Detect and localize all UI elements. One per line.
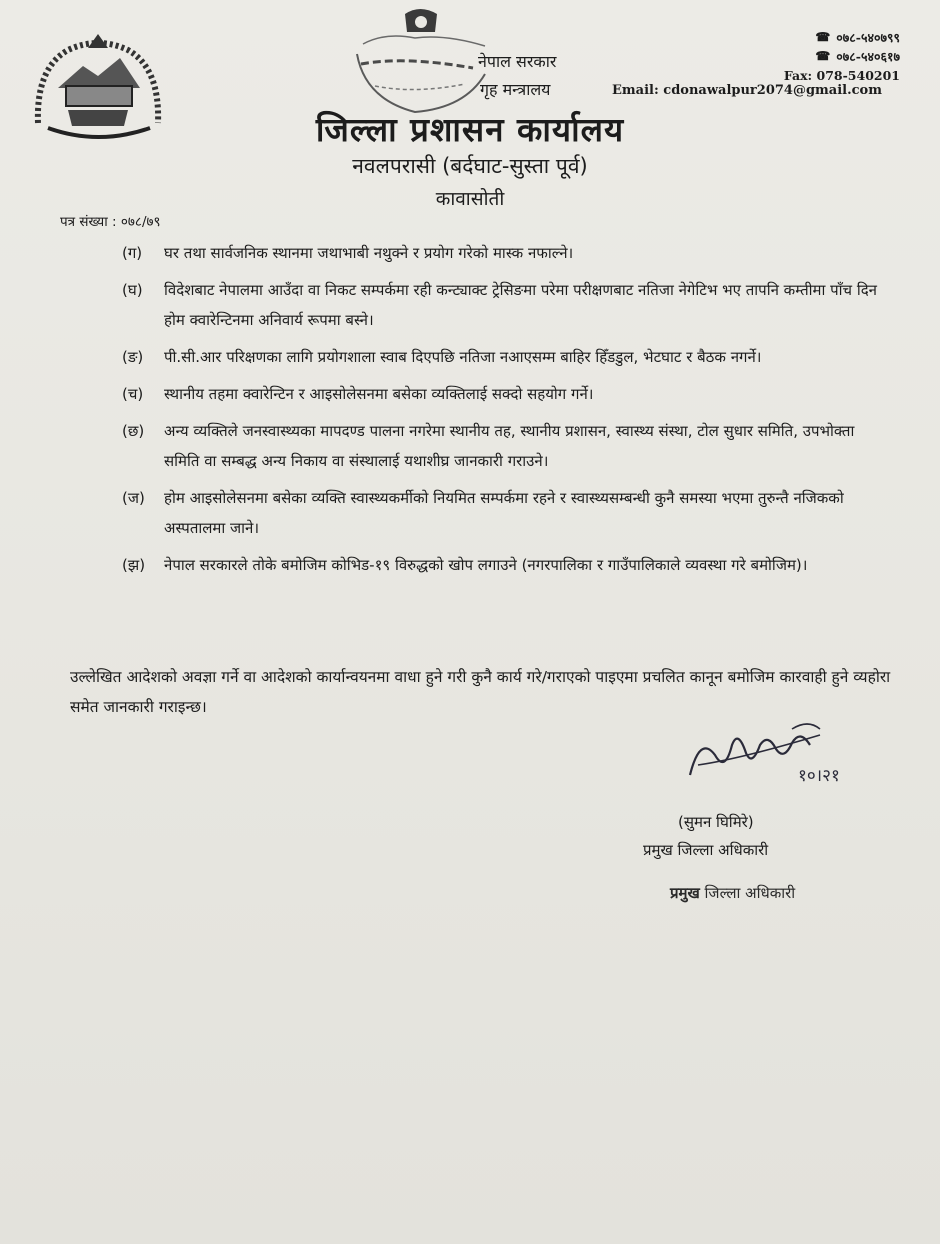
- closing-paragraph: उल्लेखित आदेशको अवज्ञा गर्ने वा आदेशको कार्यान्वयनमा वाधा हुने गरी कुनै कार्य गरे/गराएको पाइएमा प्रचलित कानून बमोजिम कारवाही हुने व्यहोरा समेत जानकारी गराइन्छ।: [70, 668, 891, 716]
- list-item: [122, 342, 882, 372]
- item-text: होम आइसोलेसनमा बसेका व्यक्ति स्वास्थ्यकर्मीको नियमित सम्पर्कमा रहने र स्वास्थ्यसम्बन्धी कुनै समस्या भएमा तुरुन्तै नजिकको अस्पतालमा जाने।: [164, 489, 844, 537]
- signatory-title: प्रमुख जिल्ला अधिकारी: [643, 841, 769, 859]
- phone-icon: ☎: [815, 49, 831, 63]
- item-marker: (ग): [122, 244, 143, 262]
- signature-date: १०।२१: [798, 766, 840, 786]
- office-title: जिल्ला प्रशासन कार्यालय: [315, 110, 625, 149]
- signatory-name: (सुमन घिमिरे): [678, 813, 754, 831]
- phone-1: ०७८-५४०७९९: [836, 30, 900, 45]
- fax-number: Fax: 078-540201: [783, 68, 900, 83]
- stamp-text: जिल्ला अधिकारी: [699, 884, 796, 902]
- list-item: [122, 550, 882, 580]
- government-name: नेपाल सरकार: [478, 52, 557, 71]
- item-text: पी.सी.आर परिक्षणका लागि प्रयोगशाला स्वाब दिएपछि नतिजा नआएसम्म बाहिर हिँडडुल, भेटघाट र बैठक नगर्ने।: [164, 348, 762, 366]
- list-item: [122, 483, 882, 543]
- item-marker: (छ): [122, 422, 145, 440]
- contact-block: [784, 28, 900, 85]
- item-text: अन्य व्यक्तिले जनस्वास्थ्यका मापदण्ड पालना नगरेमा स्थानीय तह, स्थानीय प्रशासन, स्वास्थ्य संस्था, टोल सुधार समिति, उपभोक्ता समिति वा सम्बद्ध अन्य निकाय वा संस्थालाई यथाशीघ्र जानकारी गराउने।: [164, 422, 855, 470]
- handwritten-signature: [680, 715, 870, 795]
- list-item: [122, 238, 882, 268]
- item-text: विदेशबाट नेपालमा आउँदा वा निकट सम्पर्कमा रही कन्ट्याक्ट ट्रेसिङमा परेमा परीक्षणबाट नतिजा नेगेटिभ भए तापनि कम्तीमा पाँच दिन होम क्वारेन्टिनमा अनिवार्य रूपमा बस्ने।: [164, 281, 877, 329]
- item-marker: (घ): [122, 281, 143, 299]
- list-item: [122, 416, 882, 476]
- item-text: घर तथा सार्वजनिक स्थानमा जथाभाबी नथुक्ने र प्रयोग गरेको मास्क नफाल्ने।: [164, 244, 574, 262]
- stamp-prefix: प्रमुख: [670, 884, 700, 902]
- designation-stamp: [670, 883, 795, 903]
- reference-number: पत्र संख्या : ०७८/७९: [60, 214, 161, 230]
- item-text: स्थानीय तहमा क्वारेन्टिन र आइसोलेसनमा बसेका व्यक्तिलाई सक्दो सहयोग गर्ने।: [164, 385, 594, 403]
- phone-icon: ☎: [815, 30, 831, 44]
- email-address: Email: cdonawalpur2074@gmail.com: [612, 83, 882, 98]
- district-name: नवलपरासी (बर्दघाट-सुस्ता पूर्व): [352, 154, 588, 178]
- item-marker: (झ): [122, 556, 146, 574]
- list-item: [122, 379, 882, 409]
- ministry-name: गृह मन्त्रालय: [480, 80, 551, 99]
- item-marker: (च): [122, 385, 144, 403]
- list-item: [122, 275, 882, 335]
- item-marker: (ङ): [122, 348, 144, 366]
- directive-list: [122, 238, 882, 587]
- phone-2: ०७८-५४०६१७: [836, 49, 900, 64]
- item-marker: (ज): [122, 489, 145, 507]
- item-text: नेपाल सरकारले तोके बमोजिम कोभिड-१९ विरुद्धको खोप लगाउने (नगरपालिका र गाउँपालिकाले व्यवस्था गरे बमोजिम)।: [164, 556, 808, 574]
- office-stamp-icon: [345, 4, 495, 122]
- place-name: कावासोती: [435, 188, 505, 210]
